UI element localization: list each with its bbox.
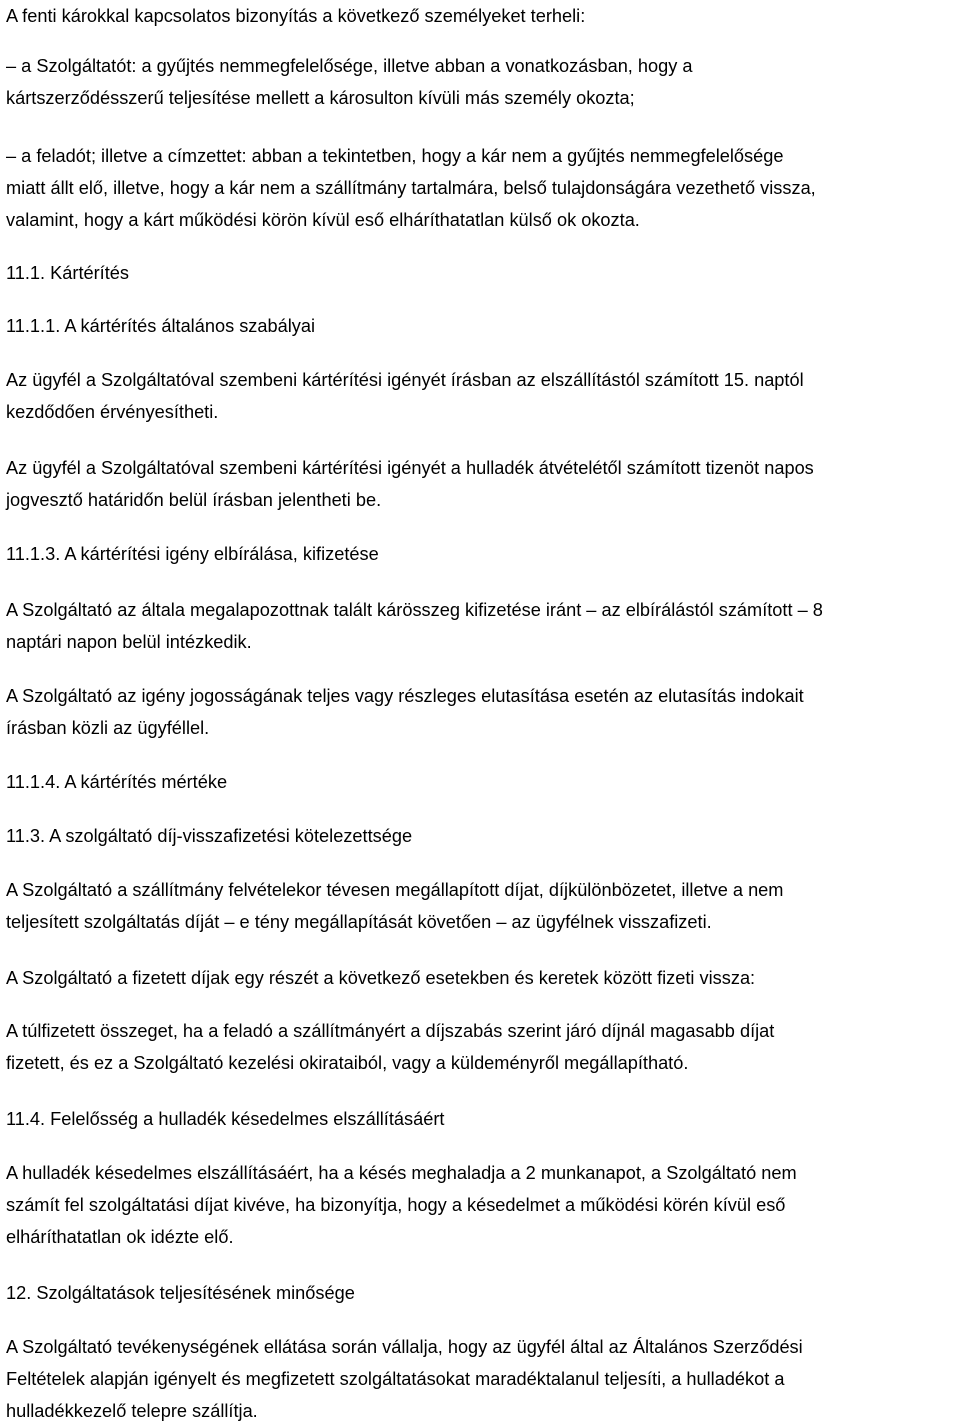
- paragraph-claim-15-days-line-1: Az ügyfél a Szolgáltatóval szembeni kártérítési igényét írásban az elszállítástól számított 15. naptól: [6, 370, 804, 390]
- paragraph-refund-line-2: teljesített szolgáltatás díját – e tény megállapítását követően – az ügyfélnek visszafizeti.: [6, 912, 712, 932]
- heading-11-4: 11.4. Felelősség a hulladék késedelmes elszállításáért: [6, 1109, 445, 1129]
- heading-11-3: 11.3. A szolgáltató díj-visszafizetési kötelezettsége: [6, 826, 413, 846]
- paragraph-quality-line-2: Feltételek alapján igényelt és megfizetett szolgáltatásokat maradéktalanul teljesíti, a hulladékot a: [6, 1369, 785, 1389]
- heading-11-1-3: 11.1.3. A kártérítési igény elbírálása, kifizetése: [6, 544, 379, 564]
- paragraph-rejection-line-2: írásban közli az ügyféllel.: [6, 718, 210, 738]
- paragraph-partial-refund: A Szolgáltató a fizetett díjak egy részét a következő esetekben és keretek között fizeti vissza:: [6, 968, 756, 988]
- paragraph-delay-line-2: számít fel szolgáltatási díjat kivéve, ha bizonyítja, hogy a késedelmet a működési körén kívül eső: [6, 1195, 786, 1215]
- paragraph-quality-line-3: hulladékkezelő telepre szállítja.: [6, 1401, 258, 1421]
- list-item-sender-line-2: miatt állt elő, illetve, hogy a kár nem a szállítmány tartalmára, belső tulajdonságára vezethető vissza,: [6, 178, 816, 198]
- list-item-sender-line-1: – a feladót; illetve a címzettet: abban a tekintetben, hogy a kár nem a gyűjtés nemmegfelelősége: [6, 146, 784, 166]
- heading-11-1-4: 11.1.4. A kártérítés mértéke: [6, 772, 228, 792]
- paragraph-claim-deadline-line-2: jogvesztő határidőn belül írásban jelentheti be.: [6, 490, 382, 510]
- list-item-provider-line-2: kártszerződésszerű teljesítése mellett a károsulton kívüli más személy okozta;: [6, 88, 635, 108]
- list-item-provider-line-1: – a Szolgáltatót: a gyűjtés nemmegfelelősége, illetve abban a vonatkozásban, hogy a: [6, 56, 693, 76]
- paragraph-intro: A fenti károkkal kapcsolatos bizonyítás a következő személyeket terheli:: [6, 6, 586, 26]
- paragraph-delay-line-1: A hulladék késedelmes elszállításáért, ha a késés meghaladja a 2 munkanapot, a Szolgáltató nem: [6, 1163, 797, 1183]
- heading-11-1: 11.1. Kártérítés: [6, 263, 129, 283]
- paragraph-claim-deadline-line-1: Az ügyfél a Szolgáltatóval szembeni kártérítési igényét a hulladék átvételétől számított tizenöt napos: [6, 458, 814, 478]
- heading-12: 12. Szolgáltatások teljesítésének minősége: [6, 1283, 355, 1303]
- paragraph-delay-line-3: elháríthatatlan ok idézte elő.: [6, 1227, 234, 1247]
- list-item-sender-line-3: valamint, hogy a kárt működési körön kívül eső elháríthatatlan külső ok okozta.: [6, 210, 640, 230]
- paragraph-overpayment-line-1: A túlfizetett összeget, ha a feladó a szállítmányért a díjszabás szerint járó díjnál magasabb díjat: [6, 1021, 775, 1041]
- paragraph-payment-line-1: A Szolgáltató az általa megalapozottnak talált kárösszeg kifizetése iránt – az elbírálástól számított – 8: [6, 600, 823, 620]
- paragraph-payment-line-2: naptári napon belül intézkedik.: [6, 632, 252, 652]
- paragraph-rejection-line-1: A Szolgáltató az igény jogosságának teljes vagy részleges elutasítása esetén az elutasítás indokait: [6, 686, 804, 706]
- paragraph-quality-line-1: A Szolgáltató tevékenységének ellátása során vállalja, hogy az ügyfél által az Általános Szerződési: [6, 1337, 803, 1357]
- paragraph-overpayment-line-2: fizetett, és ez a Szolgáltató kezelési okirataiból, vagy a küldeményről megállapítható.: [6, 1053, 689, 1073]
- heading-11-1-1: 11.1.1. A kártérítés általános szabályai: [6, 316, 316, 336]
- paragraph-refund-line-1: A Szolgáltató a szállítmány felvételekor tévesen megállapított díjat, díjkülönbözetet, illetve a nem: [6, 880, 784, 900]
- paragraph-claim-15-days-line-2: kezdődően érvényesítheti.: [6, 402, 219, 422]
